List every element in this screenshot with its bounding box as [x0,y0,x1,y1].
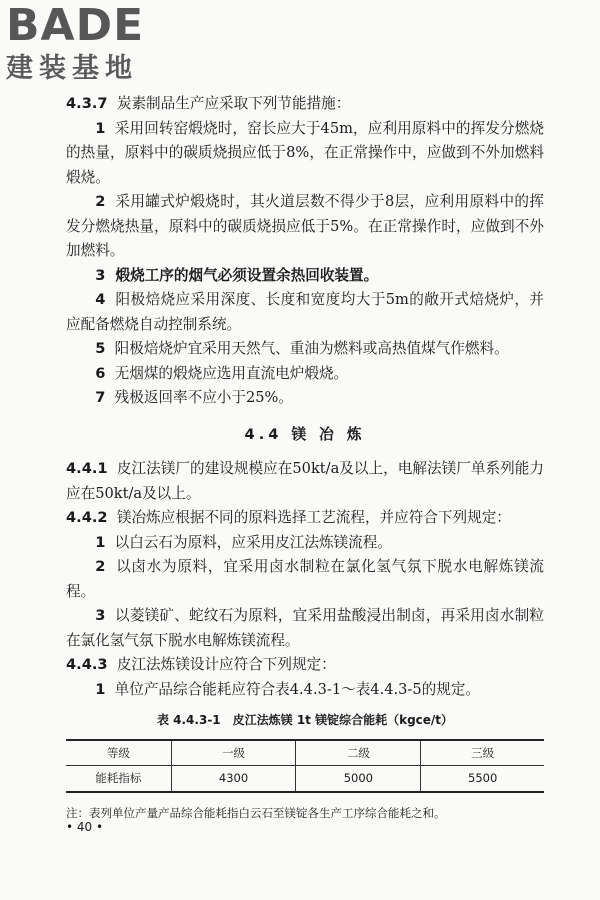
item-number: 4 [95,291,106,308]
item-text: 阳极焙烧应采用深度、长度和宽度均大于5m的敞开式焙烧炉，并应配备燃烧自动控制系统。 [66,291,544,333]
energy-consumption-table [66,739,544,793]
clause-item [66,117,544,191]
item-number: 5 [95,340,106,357]
clause-item [66,678,544,703]
table-header-cell: 一级 [171,740,296,766]
clause-text: 皮江法镁厂的建设规模应在50kt/a及以上，电解法镁厂单系列能力应在50kt/a及以上。 [66,460,544,502]
clause-number: 4.4.2 [66,509,108,526]
table-cell: 能耗指标 [66,766,171,792]
clause-item [66,362,544,387]
item-text: 阳极焙烧炉宜采用天然气、重油为燃料或高热值煤气作燃料。 [114,340,509,357]
clause-title: 炭素制品生产应采取下列节能措施： [116,95,351,112]
item-number: 1 [95,533,106,551]
table-note: 注：表列单位产量产品综合能耗指白云石至镁锭各生产工序综合能耗之和。 [66,805,446,820]
clause-4-4-2-heading [66,506,544,531]
clause-4-4-1 [66,457,544,506]
item-number: 3 [95,266,106,284]
item-text: 残极返回率不应小于25%。 [114,389,294,406]
clause-item [66,555,544,604]
table-cell: 4300 [171,766,296,792]
table-header-cell: 二级 [296,740,421,766]
clause-number: 4.4.1 [66,460,108,477]
item-text: 以白云石为原料，应采用皮江法炼镁流程。 [114,533,392,551]
table-header-cell: 等级 [66,740,171,766]
section-title: 4.4 镁 冶 炼 [244,425,366,443]
table-row [66,766,544,792]
table-cell: 5000 [296,766,421,792]
clause-title: 皮江法炼镁设计应符合下列规定： [116,656,336,673]
item-text: 采用罐式炉煅烧时，其火道层数不得少于8层，应利用原料中的挥发分燃烧热量，原料中的碳质烧损应低于5%。在正常操作时，应做到不外加燃料。 [66,193,544,259]
item-number: 1 [95,680,106,698]
clause-item [66,386,544,411]
item-number: 3 [95,607,106,624]
clause-item [66,604,544,653]
item-text: 单位产品综合能耗应符合表4.4.3-1～表4.4.3-5的规定。 [114,680,481,698]
item-text: 以菱镁矿、蛇纹石为原料，宜采用盐酸浸出制卤，再采用卤水制粒在氯化氢气氛下脱水电解炼镁流程。 [66,607,544,649]
clause-item [66,190,544,264]
logo [6,0,186,90]
logo-text: BADE [6,0,145,51]
item-text: 以卤水为原料，宜采用卤水制粒在氯化氢气氛下脱水电解炼镁流程。 [66,558,544,600]
item-number: 2 [95,558,106,575]
document-body [66,92,544,825]
item-number: 2 [95,193,106,210]
table-caption: 表 4.4.3-1 皮江法炼镁 1t 镁锭综合能耗（kgce/t） [156,713,454,727]
item-number: 7 [95,389,106,406]
clause-title: 镁冶炼应根据不同的原料选择工艺流程，并应符合下列规定： [116,509,511,526]
item-number: 1 [95,119,106,137]
clause-item [66,264,544,289]
table-header-row [66,740,544,766]
item-text: 采用回转窑煅烧时，窑长应大于45m，应利用原料中的挥发分燃烧的热量，原料中的碳质烧损应低于8%，在正常操作中，应做到不外加燃料煅烧。 [66,119,544,186]
clause-number: 4.4.3 [66,656,108,673]
item-text: 无烟煤的煅烧应选用直流电炉煅烧。 [114,364,349,382]
item-number: 6 [95,364,106,382]
clause-4-4-3-heading [66,653,544,678]
clause-4-3-7-heading [66,92,544,117]
item-text-mandatory: 煅烧工序的烟气必须设置余热回收装置。 [115,266,379,284]
clause-item [66,288,544,337]
page-number: • 40 • [66,820,104,834]
table-cell: 5500 [421,766,544,792]
table-header-cell: 三级 [421,740,544,766]
logo-subtitle: 建装基地 [6,53,138,84]
clause-item [66,337,544,362]
clause-item [66,531,544,556]
clause-number: 4.3.7 [66,95,108,112]
